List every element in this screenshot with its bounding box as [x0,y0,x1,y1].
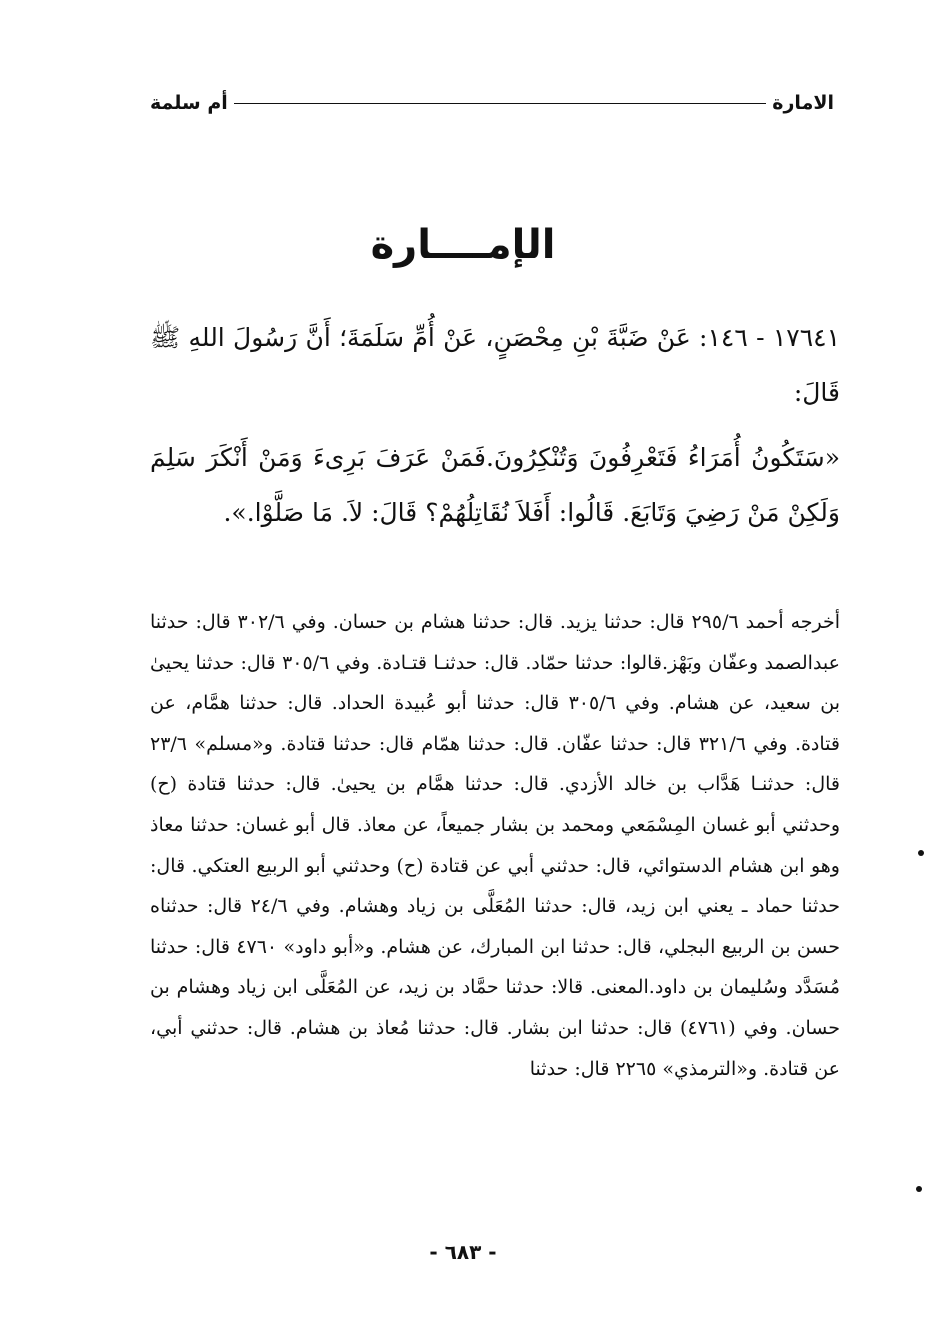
hadith-matn: «سَتَكُونُ أُمَرَاءُ فَتَعْرِفُونَ وَتُنْكِرُونَ.فَمَنْ عَرَفَ بَرِىءَ وَمَنْ أَنْكَرَ سَلِمَ وَلَكِنْ مَنْ رَضِيَ وَتَابَعَ. قَالُوا: أَفَلاَ نُقَاتِلُهُمْ؟ قَالَ: لاَ. مَا صَلَّوْا.». [150,443,840,527]
takhrij-paragraph [150,602,840,1089]
chapter-title: الإمــــارة [370,222,556,268]
scan-margin-dot [916,1186,922,1192]
hadith-text [150,310,840,540]
running-header-narrator: أم سلمة [150,92,228,114]
hadith-isnad: ١٧٦٤١ - ١٤٦: عَنْ ضَبَّةَ بْنِ مِحْصَنٍ، عَنْ أُمِّ سَلَمَةَ؛ أَنَّ رَسُولَ اللهِ ﷺ قَالَ: [150,323,840,407]
running-header [150,88,834,118]
scan-margin-dot [918,850,924,856]
page-number: - ٦٨٣ - [429,1240,497,1264]
takhrij-text: أخرجه أحمد ٢٩٥/٦ قال: حدثنا يزيد. قال: حدثنا هشام بن حسان. وفي ٣٠٢/٦ قال: حدثنا عبدالصمد وعفّان وبَهْز.قالوا: حدثنا حمّاد. قال: حدثنـا قتـادة. وفي ٣٠٥/٦ قال: حدثنا يحيىٰ بن سعيد، عن هشام. وفي ٣٠٥/٦ قال: حدثنا أبو عُبيدة الحداد. قال: حدثنا همَّام، عن قتادة. وفي ٣٢١/٦ قال: حدثنا عفّان. قال: حدثنا همّام قال: حدثنا قتادة. و«مسلم» ٢٣/٦ قال: حدثنـا هَدَّاب بن خالد الأزدي. قال: حدثنا همَّام بن يحيىٰ. قال: حدثنا قتادة (ح) وحدثني أبو غسان المِسْمَعي ومحمد بن بشار جميعاً، عن معاذ. قال أبو غسان: حدثنا معاذ وهو ابن هشام الدستوائي، قال: حدثني أبي عن قتادة (ح) وحدثني أبو الربيع العتكي. قال: حدثنا حماد ـ يعني ابن زيد، قال: حدثنا المُعَلَّى بن زياد وهشام. وفي ٢٤/٦ قال: حدثناه حسن بن الربيع البجلي، قال: حدثنا ابن المبارك، عن هشام. و«أبو داود» ٤٧٦٠ قال: حدثنا مُسَدَّد وسُليمان بن داود.المعنى. قالا: حدثنا حمَّاد بن زيد، عن المُعَلَّى ابن زياد وهشام بن حسان. وفي (٤٧٦١) قال: حدثنا ابن بشار. قال: حدثنا مُعاذ بن هشام. قال: حدثني أبي، عن قتادة. و«الترمذي» ٢٢٦٥ قال: حدثنا [150,611,841,1080]
running-header-chapter: الامارة [772,92,834,114]
header-rule [234,103,767,104]
